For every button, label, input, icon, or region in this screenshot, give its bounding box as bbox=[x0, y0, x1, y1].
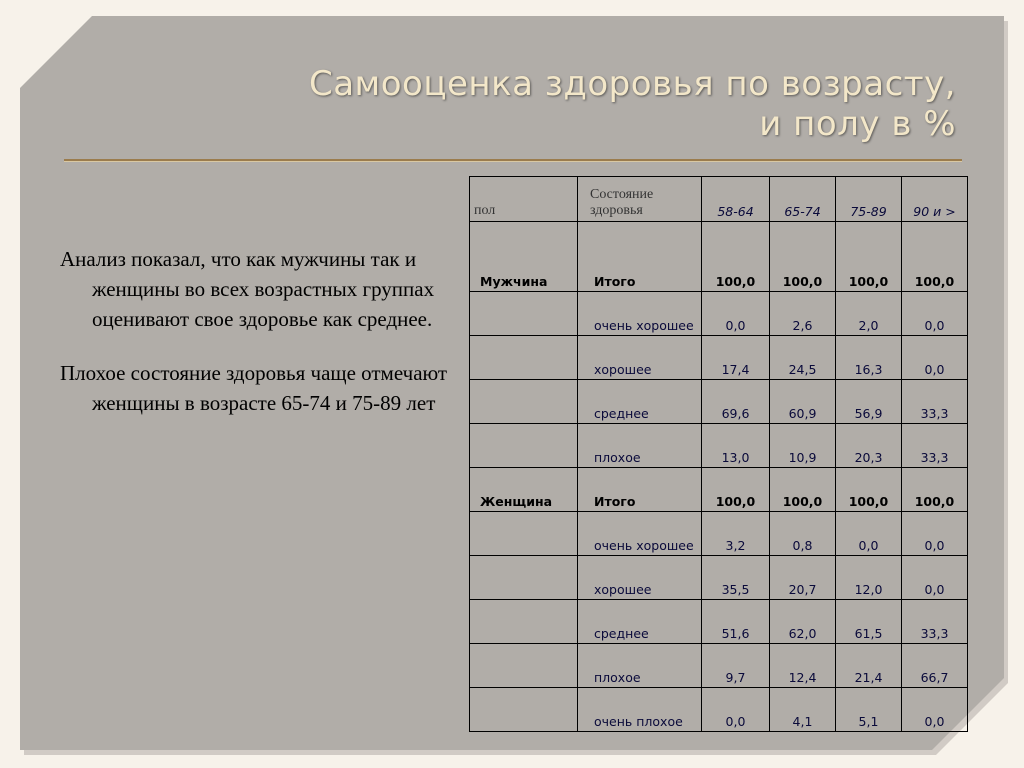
analysis-paragraph-1: Анализ показал, что как мужчины так и женщины во всех возрастных группах оценивают свое здоровье как среднее. bbox=[60, 247, 435, 331]
table-row bbox=[470, 688, 968, 732]
gender-cell bbox=[470, 424, 578, 468]
health-state-cell: хорошее bbox=[578, 556, 702, 600]
value-cell: 0,0 bbox=[702, 688, 770, 732]
title-divider bbox=[64, 159, 962, 161]
gender-cell bbox=[470, 600, 578, 644]
gender-cell bbox=[470, 688, 578, 732]
health-state-cell: среднее bbox=[578, 380, 702, 424]
gender-cell bbox=[470, 512, 578, 556]
value-cell: 20,3 bbox=[836, 424, 902, 468]
value-cell: 100,0 bbox=[702, 468, 770, 512]
analysis-paragraph-2: Плохое состояние здоровья чаще отмечают женщины в возрасте 65-74 и 75-89 лет bbox=[60, 361, 448, 415]
value-cell: 100,0 bbox=[770, 222, 836, 292]
header-health-state: Состояние здоровья bbox=[578, 177, 702, 222]
header-age-65-74: 65-74 bbox=[770, 177, 836, 222]
value-cell: 4,1 bbox=[770, 688, 836, 732]
value-cell: 12,4 bbox=[770, 644, 836, 688]
table-row bbox=[470, 468, 968, 512]
value-cell: 100,0 bbox=[902, 468, 968, 512]
value-cell: 100,0 bbox=[836, 222, 902, 292]
table-row bbox=[470, 222, 968, 292]
value-cell: 100,0 bbox=[902, 222, 968, 292]
value-cell: 24,5 bbox=[770, 336, 836, 380]
value-cell: 2,0 bbox=[836, 292, 902, 336]
health-self-assessment-table bbox=[469, 176, 968, 732]
value-cell: 0,0 bbox=[902, 336, 968, 380]
title-line-1: Самооценка здоровья по возрасту, bbox=[308, 64, 956, 104]
health-state-cell: Итого bbox=[578, 222, 702, 292]
gender-cell bbox=[470, 292, 578, 336]
value-cell: 0,8 bbox=[770, 512, 836, 556]
table-row bbox=[470, 600, 968, 644]
table-row bbox=[470, 424, 968, 468]
header-age-75-89: 75-89 bbox=[836, 177, 902, 222]
value-cell: 33,3 bbox=[902, 600, 968, 644]
table-row bbox=[470, 336, 968, 380]
value-cell: 16,3 bbox=[836, 336, 902, 380]
value-cell: 51,6 bbox=[702, 600, 770, 644]
health-state-cell: очень хорошее bbox=[578, 512, 702, 556]
title-line-2: и полу в % bbox=[759, 104, 956, 144]
value-cell: 21,4 bbox=[836, 644, 902, 688]
value-cell: 3,2 bbox=[702, 512, 770, 556]
value-cell: 0,0 bbox=[902, 292, 968, 336]
value-cell: 13,0 bbox=[702, 424, 770, 468]
value-cell: 9,7 bbox=[702, 644, 770, 688]
analysis-text bbox=[60, 244, 450, 442]
value-cell: 0,0 bbox=[902, 688, 968, 732]
gender-cell bbox=[470, 380, 578, 424]
value-cell: 100,0 bbox=[836, 468, 902, 512]
health-state-cell: очень хорошее bbox=[578, 292, 702, 336]
value-cell: 33,3 bbox=[902, 424, 968, 468]
table-row bbox=[470, 644, 968, 688]
table-row bbox=[470, 512, 968, 556]
health-state-cell: очень плохое bbox=[578, 688, 702, 732]
header-age-58-64: 58-64 bbox=[702, 177, 770, 222]
value-cell: 20,7 bbox=[770, 556, 836, 600]
value-cell: 17,4 bbox=[702, 336, 770, 380]
value-cell: 61,5 bbox=[836, 600, 902, 644]
gender-cell: Женщина bbox=[470, 468, 578, 512]
value-cell: 62,0 bbox=[770, 600, 836, 644]
health-table-container bbox=[469, 176, 968, 732]
value-cell: 60,9 bbox=[770, 380, 836, 424]
health-state-cell: среднее bbox=[578, 600, 702, 644]
header-gender: пол bbox=[470, 177, 578, 222]
health-state-cell: Итого bbox=[578, 468, 702, 512]
table-row bbox=[470, 556, 968, 600]
gender-cell bbox=[470, 644, 578, 688]
value-cell: 5,1 bbox=[836, 688, 902, 732]
value-cell: 35,5 bbox=[702, 556, 770, 600]
value-cell: 100,0 bbox=[702, 222, 770, 292]
health-state-cell: хорошее bbox=[578, 336, 702, 380]
value-cell: 0,0 bbox=[902, 512, 968, 556]
gender-cell bbox=[470, 336, 578, 380]
value-cell: 66,7 bbox=[902, 644, 968, 688]
header-age-90-plus: 90 и > bbox=[902, 177, 968, 222]
health-state-cell: плохое bbox=[578, 644, 702, 688]
value-cell: 0,0 bbox=[836, 512, 902, 556]
value-cell: 69,6 bbox=[702, 380, 770, 424]
value-cell: 2,6 bbox=[770, 292, 836, 336]
table-header-row bbox=[470, 177, 968, 222]
gender-cell bbox=[470, 556, 578, 600]
value-cell: 12,0 bbox=[836, 556, 902, 600]
gender-cell: Мужчина bbox=[470, 222, 578, 292]
value-cell: 0,0 bbox=[902, 556, 968, 600]
value-cell: 10,9 bbox=[770, 424, 836, 468]
value-cell: 0,0 bbox=[702, 292, 770, 336]
table-row bbox=[470, 292, 968, 336]
value-cell: 56,9 bbox=[836, 380, 902, 424]
slide-title bbox=[256, 64, 956, 144]
value-cell: 33,3 bbox=[902, 380, 968, 424]
health-state-cell: плохое bbox=[578, 424, 702, 468]
value-cell: 100,0 bbox=[770, 468, 836, 512]
table-row bbox=[470, 380, 968, 424]
